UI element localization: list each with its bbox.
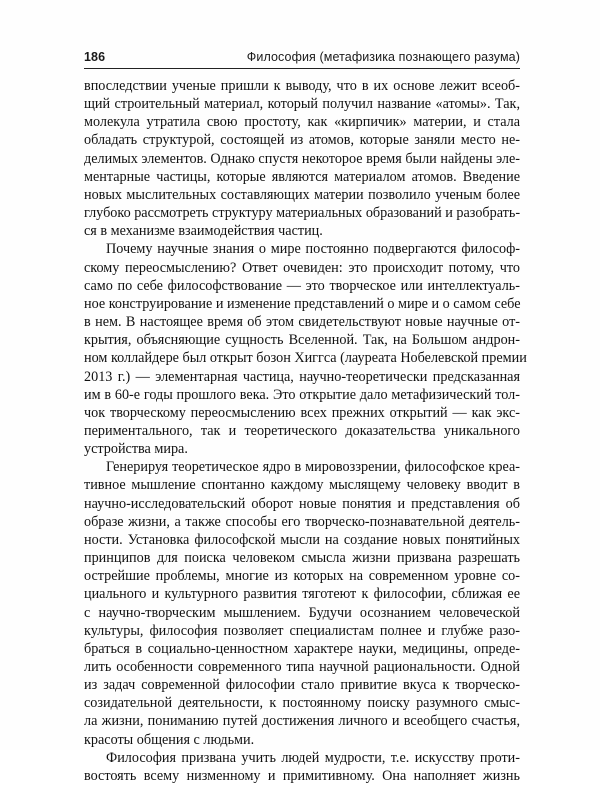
text-line: глубоко рассмотреть структуру материальных образований и разобрать- [84,205,521,222]
body-text [84,77,527,785]
paragraph [84,458,520,749]
text-line: крытия, объясняющие сущность Вселенной. Так, на Большом андрон- [84,332,520,349]
text-line: принципов для поиска человеком смысла жизни призвана разрешать [84,550,520,567]
text-line: культуры, философия позволяет специалистам полнее и глубже разо- [84,622,520,639]
text-line: 2013 г.) — элементарная частица, научно-теоретически предсказанная [84,368,520,385]
text-line: с научно-творческим мышлением. Будучи осознанием человеческой [84,604,520,621]
running-title: Философия (метафизика познающего разума) [246,50,520,64]
text-line: образе жизни, а также способы его творческо-познавательной деятель- [84,513,520,530]
text-line: из задач современной философии стало привитие вкуса к творческо- [84,677,520,694]
text-line: им в 60-е годы прошлого века. Это открытие дало метафизический тол- [84,386,520,403]
text-line: ла жизни, пониманию путей достижения личного и всеобщего счастья, [84,713,520,730]
text-line: новых мыслительных составляющих материи позволило ученым более [84,186,520,203]
text-line: браться в социально-ценностном характере науки, медицины, опреде- [84,640,520,657]
text-line: циального и культурного развития тяготеют к философии, сближая ее [84,586,520,603]
text-line: острейшие проблемы, многие из которых на современном уровне со- [84,568,520,585]
page-header [84,50,520,68]
text-line: ментарные частицы, которые являются материалом атомов. Введение [84,168,520,185]
text-line: устройства мира. [84,441,188,458]
paragraph [84,240,527,458]
text-line: тивное мышление спонтанно каждому мыслящему человеку вводит в [84,477,520,494]
text-line: красоты общения с людьми. [84,731,255,748]
page-number: 186 [84,50,106,64]
text-line: молекула утратила свою простоту, как «кирпичик» материи, и стала [84,114,520,131]
text-line: лить особенности современного типа научной рациональности. Одной [84,659,520,675]
text-line: востоять всему низменному и примитивному. Она наполняет жизнь [84,767,520,784]
paragraph [84,77,520,240]
text-line: чок творческому переосмыслению всех прежних открытий — как экс- [84,404,520,421]
text-line: периментального, так и теоретического доказательства уникального [84,422,520,439]
paragraph [84,749,520,785]
text-line: делимых элементов. Однако спустя некоторое время были найдены эле- [84,150,520,167]
text-line: в нем. В настоящее время об этом свидетельствуют новые научные от- [84,314,520,331]
text-line: ное конструирование и изменение представлений о мире и о самом себе [84,295,521,312]
text-line: обладать структурой, состоящей из атомов, которые заняли место не- [84,132,520,149]
header-rule [84,68,520,69]
text-line: скому переосмыслению? Ответ очевиден: это происходит потому, что [84,259,520,276]
text-line: Философия призвана учить людей мудрости, т.е. искусству проти- [106,749,520,766]
text-line: щий строительный материал, который получил название «атомы». Так, [84,96,520,113]
text-line: само по себе философствование — это творческое или интеллектуаль- [84,277,520,294]
text-line: созидательной деятельности, к постоянному поиску разумного смыс- [84,695,520,712]
text-line: ном коллайдере был открыт бозон Хиггса (лауреата Нобелевской премии [84,350,527,367]
text-line: ности. Установка философской мысли на создание новых понятийных [84,531,520,548]
text-line: Генерируя теоретическое ядро в мировоззрении, философское креа- [106,459,520,476]
text-line: научно-исследовательский оборот новые понятия и представления об [84,495,520,512]
text-line: ся в механизме взаимодействия частиц. [84,223,323,240]
text-line: Почему научные знания о мире постоянно подвергаются философ- [106,241,520,258]
text-line: впоследствии ученые пришли к выводу, что в их основе лежит всеоб- [84,78,520,94]
